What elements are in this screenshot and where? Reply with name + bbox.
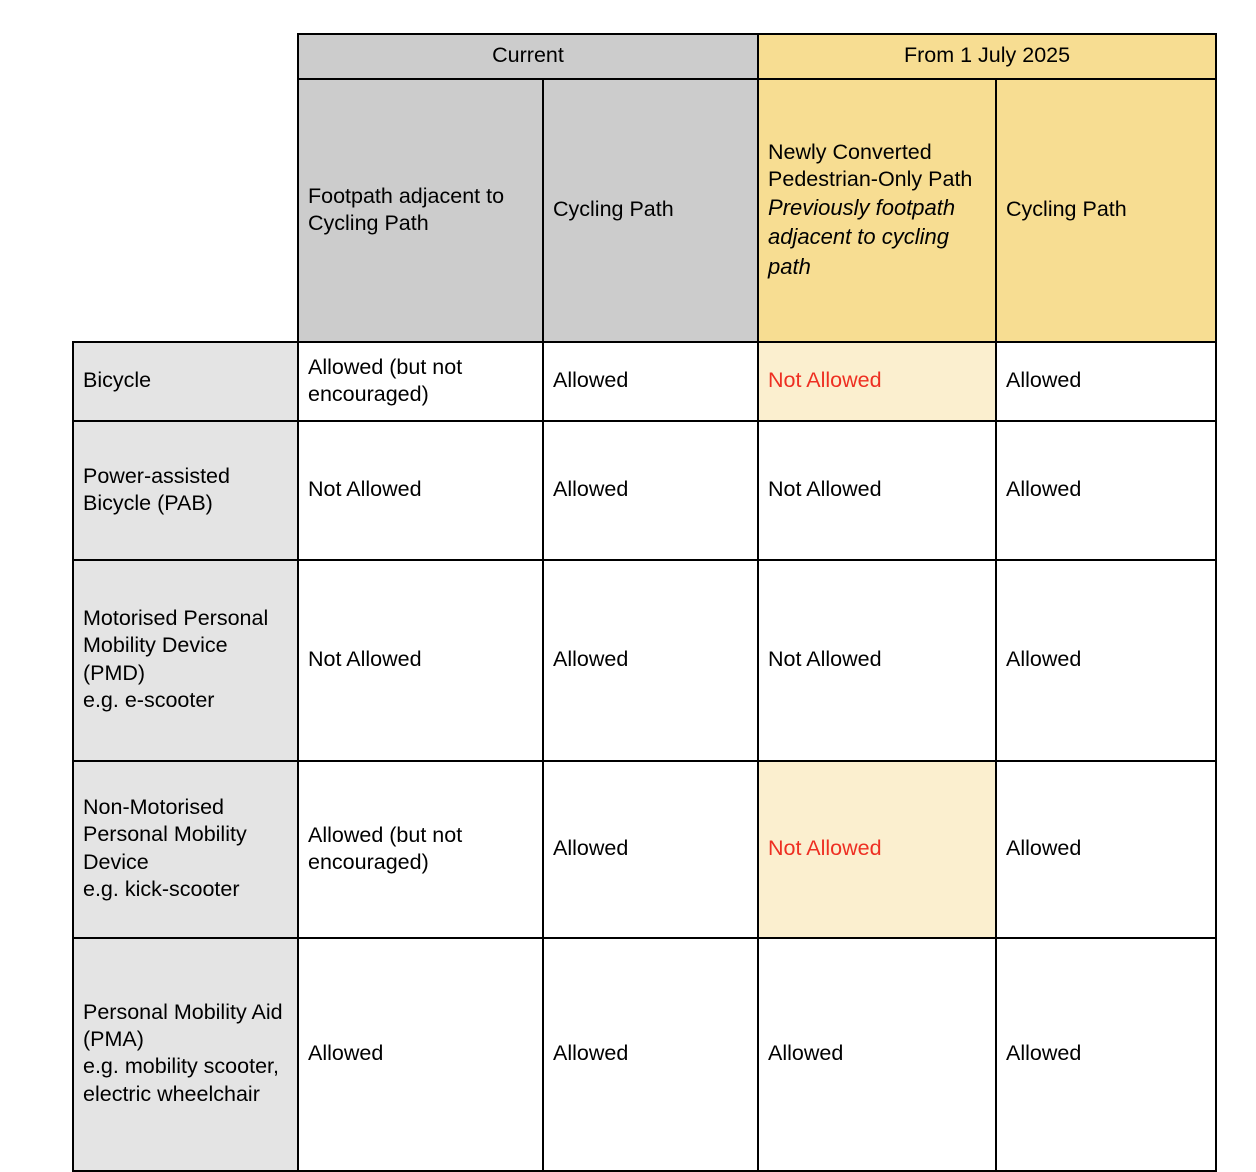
column-header-label: Footpath adjacent to Cycling Path [308, 183, 505, 235]
cell-pab-cycling-path-future: Allowed [996, 421, 1216, 560]
row-label-title: Motorised Personal Mobility Device (PMD) [83, 606, 269, 685]
row-label-non-motorised-pmd [73, 761, 298, 938]
cell-nmpmd-cycling-path-future: Allowed [996, 761, 1216, 938]
table-row [73, 938, 1216, 1171]
column-header-label: Cycling Path [1006, 197, 1127, 222]
cell-bicycle-cycling-path-future: Allowed [996, 342, 1216, 421]
table-row [73, 761, 1216, 938]
cell-pma-newly-converted: Allowed [758, 938, 996, 1171]
cell-bicycle-footpath-adjacent: Allowed (but not encouraged) [298, 342, 543, 421]
column-header-cycling-path-current [543, 79, 758, 342]
column-header-label: Cycling Path [553, 197, 674, 222]
cell-nmpmd-newly-converted: Not Allowed [758, 761, 996, 938]
row-label-example: e.g. e-scooter [83, 687, 215, 712]
table-row [73, 560, 1216, 761]
row-label-title: Non-Motorised Personal Mobility Device [83, 795, 247, 874]
row-label-motorised-pmd [73, 560, 298, 761]
cell-pma-cycling-path-future: Allowed [996, 938, 1216, 1171]
row-label-personal-mobility-aid [73, 938, 298, 1171]
cell-pmd-footpath-adjacent: Not Allowed [298, 560, 543, 761]
row-label-power-assisted-bicycle [73, 421, 298, 560]
corner-cell [73, 34, 298, 79]
row-label-title: Bicycle [83, 368, 152, 393]
row-label-title: Personal Mobility Aid (PMA) [83, 999, 283, 1052]
cell-pma-cycling-path-current: Allowed [543, 938, 758, 1171]
cell-pab-newly-converted: Not Allowed [758, 421, 996, 560]
cell-pmd-newly-converted: Not Allowed [758, 560, 996, 761]
cell-pab-footpath-adjacent: Not Allowed [298, 421, 543, 560]
table-row [73, 342, 1216, 421]
cell-nmpmd-cycling-path-current: Allowed [543, 761, 758, 938]
table-body [73, 342, 1216, 1171]
cell-nmpmd-footpath-adjacent: Allowed (but not encouraged) [298, 761, 543, 938]
column-header-cycling-path-future [996, 79, 1216, 342]
cell-pma-footpath-adjacent: Allowed [298, 938, 543, 1171]
path-rules-table [72, 33, 1217, 1172]
cell-pab-cycling-path-current: Allowed [543, 421, 758, 560]
table-header [73, 34, 1216, 342]
cell-bicycle-cycling-path-current: Allowed [543, 342, 758, 421]
group-header-row [73, 34, 1216, 79]
column-header-label: Newly Converted Pedestrian-Only Path [768, 140, 973, 192]
row-label-bicycle [73, 342, 298, 421]
row-label-title: Power-assisted Bicycle (PAB) [83, 463, 230, 515]
column-header-note: Previously footpath adjacent to cycling path [768, 195, 956, 279]
group-header-from-july-2025: From 1 July 2025 [758, 34, 1216, 79]
table-row [73, 421, 1216, 560]
column-header-row [73, 79, 1216, 342]
column-header-newly-converted [758, 79, 996, 342]
group-header-current: Current [298, 34, 758, 79]
corner-cell-sub [73, 79, 298, 342]
cell-pmd-cycling-path-future: Allowed [996, 560, 1216, 761]
cell-pmd-cycling-path-current: Allowed [543, 560, 758, 761]
cell-bicycle-newly-converted: Not Allowed [758, 342, 996, 421]
row-label-example: e.g. mobility scooter, electric wheelchair [83, 1054, 279, 1107]
column-header-footpath-adjacent [298, 79, 543, 342]
row-label-example: e.g. kick-scooter [83, 876, 240, 901]
